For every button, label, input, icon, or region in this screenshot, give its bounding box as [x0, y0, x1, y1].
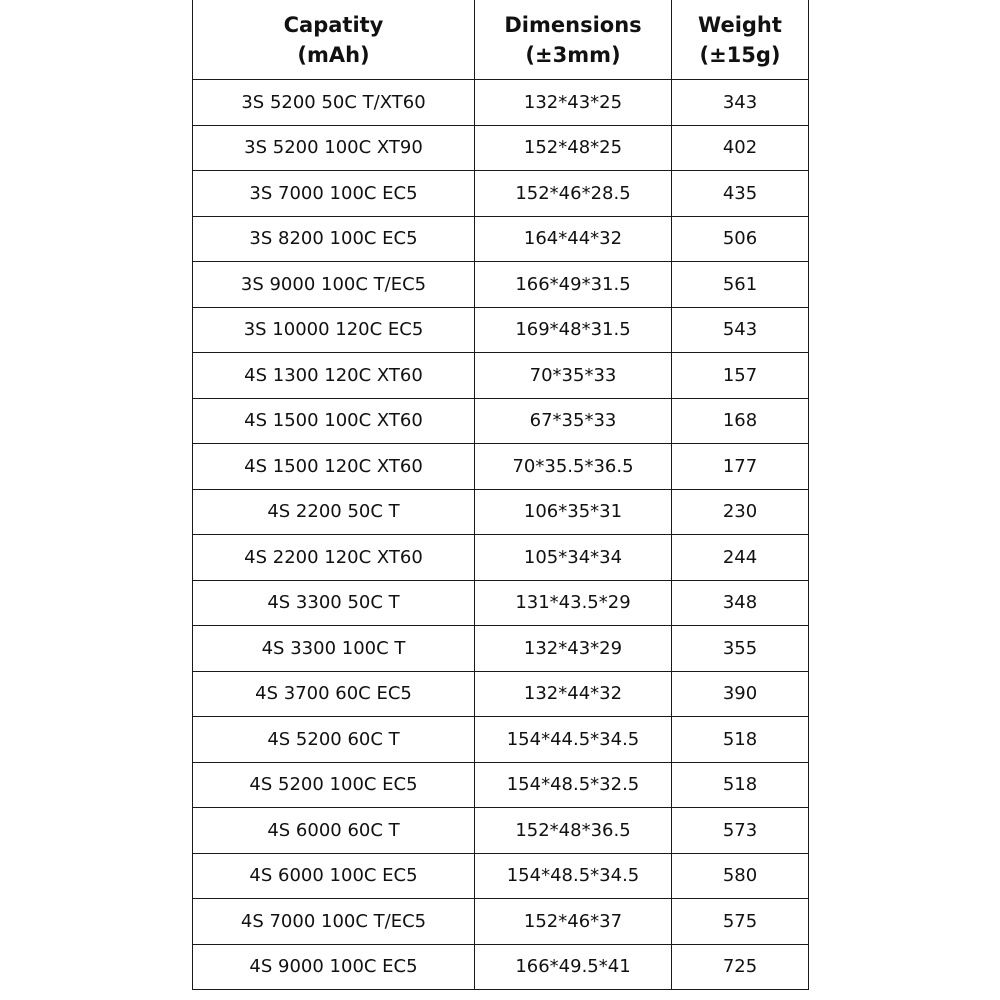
cell-weight: 518 [672, 717, 809, 763]
cell-capacity: 3S 10000 120C EC5 [193, 307, 475, 353]
header-weight-unit: (±15g) [699, 42, 781, 67]
cell-capacity: 4S 3700 60C EC5 [193, 671, 475, 717]
table-row [193, 80, 809, 126]
cell-capacity: 4S 6000 100C EC5 [193, 853, 475, 899]
table-row [193, 398, 809, 444]
header-capacity-unit: (mAh) [297, 42, 370, 67]
cell-dimensions: 106*35*31 [475, 489, 672, 535]
cell-dimensions: 166*49*31.5 [475, 262, 672, 308]
header-capacity-title: Capatity [283, 12, 384, 37]
table-row [193, 171, 809, 217]
cell-capacity: 4S 2200 120C XT60 [193, 535, 475, 581]
cell-weight: 561 [672, 262, 809, 308]
cell-weight: 575 [672, 899, 809, 945]
cell-capacity: 4S 1300 120C XT60 [193, 353, 475, 399]
table-row [193, 717, 809, 763]
cell-weight: 390 [672, 671, 809, 717]
cell-capacity: 3S 8200 100C EC5 [193, 216, 475, 262]
table-row [193, 125, 809, 171]
header-weight [672, 0, 809, 80]
cell-capacity: 4S 7000 100C T/EC5 [193, 899, 475, 945]
cell-dimensions: 152*46*28.5 [475, 171, 672, 217]
cell-weight: 244 [672, 535, 809, 581]
cell-dimensions: 132*44*32 [475, 671, 672, 717]
cell-dimensions: 166*49.5*41 [475, 944, 672, 990]
cell-dimensions: 169*48*31.5 [475, 307, 672, 353]
table-row [193, 853, 809, 899]
table-row [193, 535, 809, 581]
cell-capacity: 3S 7000 100C EC5 [193, 171, 475, 217]
cell-capacity: 4S 2200 50C T [193, 489, 475, 535]
cell-capacity: 3S 9000 100C T/EC5 [193, 262, 475, 308]
cell-weight: 573 [672, 808, 809, 854]
table-row [193, 489, 809, 535]
table-row [193, 353, 809, 399]
cell-dimensions: 132*43*25 [475, 80, 672, 126]
cell-weight: 343 [672, 80, 809, 126]
cell-weight: 230 [672, 489, 809, 535]
cell-dimensions: 67*35*33 [475, 398, 672, 444]
cell-capacity: 4S 5200 60C T [193, 717, 475, 763]
cell-weight: 725 [672, 944, 809, 990]
cell-dimensions: 152*46*37 [475, 899, 672, 945]
header-weight-title: Weight [698, 12, 782, 37]
cell-weight: 543 [672, 307, 809, 353]
cell-weight: 435 [672, 171, 809, 217]
cell-capacity: 4S 3300 100C T [193, 626, 475, 672]
cell-capacity: 3S 5200 100C XT90 [193, 125, 475, 171]
table-body [193, 80, 809, 990]
cell-weight: 157 [672, 353, 809, 399]
table-row [193, 899, 809, 945]
table-row [193, 307, 809, 353]
table-row [193, 762, 809, 808]
cell-weight: 518 [672, 762, 809, 808]
table-row [193, 808, 809, 854]
table-row [193, 626, 809, 672]
cell-dimensions: 132*43*29 [475, 626, 672, 672]
cell-dimensions: 154*48.5*32.5 [475, 762, 672, 808]
cell-weight: 355 [672, 626, 809, 672]
cell-dimensions: 164*44*32 [475, 216, 672, 262]
cell-capacity: 4S 3300 50C T [193, 580, 475, 626]
cell-capacity: 4S 1500 120C XT60 [193, 444, 475, 490]
cell-dimensions: 154*48.5*34.5 [475, 853, 672, 899]
header-capacity [193, 0, 475, 80]
cell-weight: 580 [672, 853, 809, 899]
cell-dimensions: 152*48*25 [475, 125, 672, 171]
header-dimensions [475, 0, 672, 80]
table-row [193, 944, 809, 990]
battery-spec-table [192, 0, 809, 990]
cell-dimensions: 152*48*36.5 [475, 808, 672, 854]
table-row [193, 444, 809, 490]
cell-capacity: 3S 5200 50C T/XT60 [193, 80, 475, 126]
header-dimensions-title: Dimensions [504, 12, 642, 37]
cell-capacity: 4S 1500 100C XT60 [193, 398, 475, 444]
table-row [193, 671, 809, 717]
cell-dimensions: 70*35*33 [475, 353, 672, 399]
cell-capacity: 4S 5200 100C EC5 [193, 762, 475, 808]
cell-dimensions: 154*44.5*34.5 [475, 717, 672, 763]
header-row [193, 0, 809, 80]
table-row [193, 262, 809, 308]
cell-weight: 177 [672, 444, 809, 490]
cell-weight: 402 [672, 125, 809, 171]
cell-dimensions: 70*35.5*36.5 [475, 444, 672, 490]
table-row [193, 580, 809, 626]
cell-weight: 348 [672, 580, 809, 626]
cell-capacity: 4S 6000 60C T [193, 808, 475, 854]
cell-weight: 506 [672, 216, 809, 262]
cell-capacity: 4S 9000 100C EC5 [193, 944, 475, 990]
cell-weight: 168 [672, 398, 809, 444]
table-header [193, 0, 809, 80]
table-row [193, 216, 809, 262]
cell-dimensions: 131*43.5*29 [475, 580, 672, 626]
cell-dimensions: 105*34*34 [475, 535, 672, 581]
header-dimensions-unit: (±3mm) [525, 42, 621, 67]
